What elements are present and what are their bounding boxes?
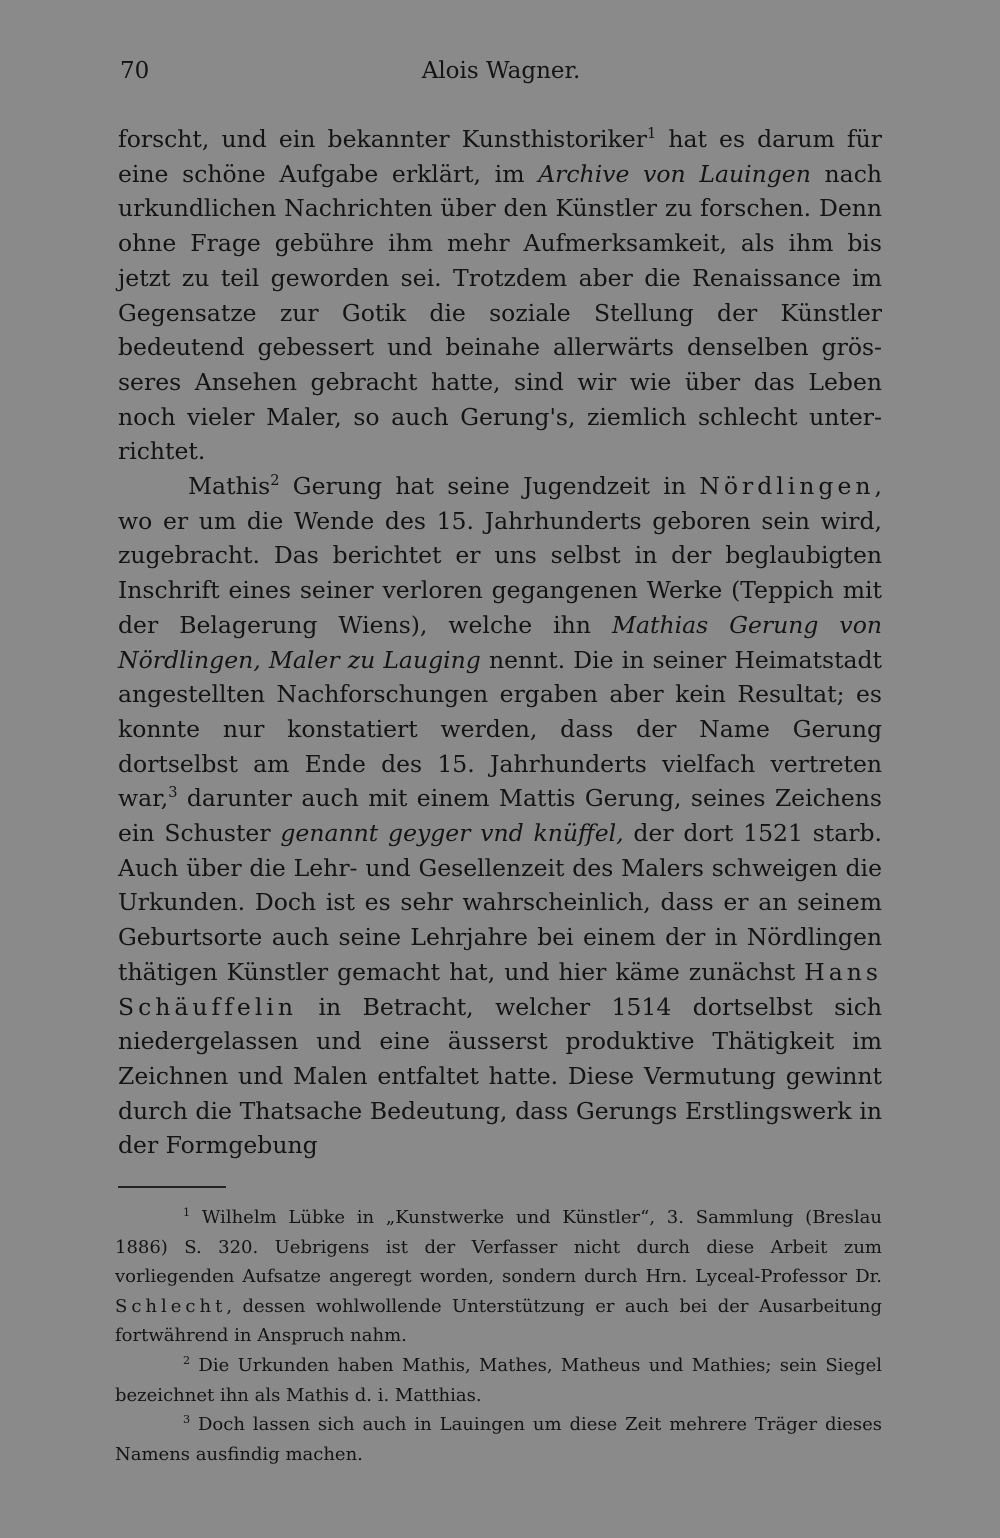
italic-text: Mathias Gerung von Nördlingen, Maler zu Lauging: [118, 610, 882, 674]
text-span: Gerung hat seine Jugendzeit in: [279, 472, 700, 501]
text-span: forscht, und ein bekannter Kunsthistoriker: [118, 125, 647, 153]
footnote-mark: 3: [183, 1413, 191, 1427]
paragraph-1: [118, 122, 882, 469]
text-span: Wilhelm Lübke in „Kunstwerke und Künstler“, 3. Sammlung (Breslau 1886) S. 320. Uebrigens ist der Verfasser nicht durch diese Arbeit zum vorliegenden Aufsatze angeregt worden, sondern durch Hrn. Lyceal-Professor Dr.: [115, 1207, 882, 1288]
footnote-mark: 2: [183, 1354, 191, 1368]
paragraph-2: [118, 469, 882, 1163]
text-span: Die Urkunden haben Mathis, Mathes, Matheus und Mathies; sein Siegel bezeichnet ihn als Mathis d. i. Matthias.: [115, 1354, 882, 1406]
spaced-name: Nördlingen: [699, 472, 875, 501]
footnote-mark: 1: [183, 1206, 191, 1220]
text-span: nach urkundlichen Nachrichten über den Künstler zu forschen. Denn ohne Frage gebühre ihm mehr Aufmerksamkeit, als ihm bis jetzt zu teil geworden sei. Trotzdem aber die Renaissance im Gegensatze zur Gotik die soziale Stellung der Künstler bedeutend gebessert und beinahe allerwärts denselben grösseres Ansehen gebracht hatte, sind wir wie über das Leben noch vieler Maler, so auch Gerung's, ziemlich schlecht unterrichtet.: [118, 159, 882, 466]
text-span: darunter auch mit einem Mattis Gerung, seines Zeichens ein Schuster: [118, 784, 882, 848]
footnotes: [115, 1203, 882, 1469]
text-span: , dessen wohlwollende Unterstützung er auch bei der Ausarbeitung fortwährend in Anspruch nahm.: [115, 1295, 882, 1347]
text-span: Mathis: [188, 472, 271, 501]
footnote-1: [115, 1203, 882, 1351]
footnote-ref-1: 1: [646, 124, 657, 142]
running-title: Alois Wagner.: [421, 58, 581, 84]
page-number: 70: [120, 58, 150, 84]
footnote-divider: [118, 1186, 226, 1188]
main-text: [118, 122, 882, 1163]
text-span: , wo er um die Wende des 15. Jahrhunderts geboren sein wird, zugebracht. Das berichtet er uns selbst in der beglaubigten Inschrift eines seiner verloren gegangenen Werke (Teppich mit der Belagerung Wiens), welche ihn: [118, 472, 882, 639]
footnote-ref-2: 2: [270, 472, 280, 489]
text-span: hat es darum für eine schöne Aufgabe erklärt, im: [118, 125, 882, 188]
text-span: in Betracht, welcher 1514 dortselbst sich niedergelassen und eine äusserst produktive Thätigkeit im Zeichnen und Malen entfaltet hatte. Diese Vermutung gewinnt durch die Thatsache Bedeutung, dass Gerungs Erstlingswerk in der Formgebung: [118, 992, 882, 1160]
page-header: [120, 58, 882, 94]
italic-text: Archive von Lauingen: [538, 159, 811, 188]
spaced-name: Hans Schäuffelin: [118, 957, 882, 1021]
footnote-3: [115, 1410, 882, 1469]
footnote-2: [115, 1351, 882, 1410]
text-span: der dort 1521 starb. Auch über die Lehr- und Gesellenzeit des Malers schweigen die Urkunden. Doch ist es sehr wahrscheinlich, dass er an seinem Geburtsorte auch seine Lehrjahre bei einem der in Nördlingen thätigen Künstler gemacht hat, und hier käme zunächst: [118, 819, 883, 986]
text-span: nennt. Die in seiner Heimatstadt angestellten Nachforschungen ergaben aber kein Resultat; es konnte nur konstatiert werden, dass der Name Gerung dortselbst am Ende des 15. Jahrhunderts vielfach vertreten war,: [118, 645, 883, 813]
text-span: Doch lassen sich auch in Lauingen um diese Zeit mehrere Träger dieses Namens ausfindig machen.: [115, 1414, 882, 1465]
footnote-ref-3: 3: [168, 784, 178, 802]
spaced-name: Schlecht: [115, 1295, 227, 1317]
italic-text: genannt geyger vnd knüffel,: [280, 819, 624, 848]
